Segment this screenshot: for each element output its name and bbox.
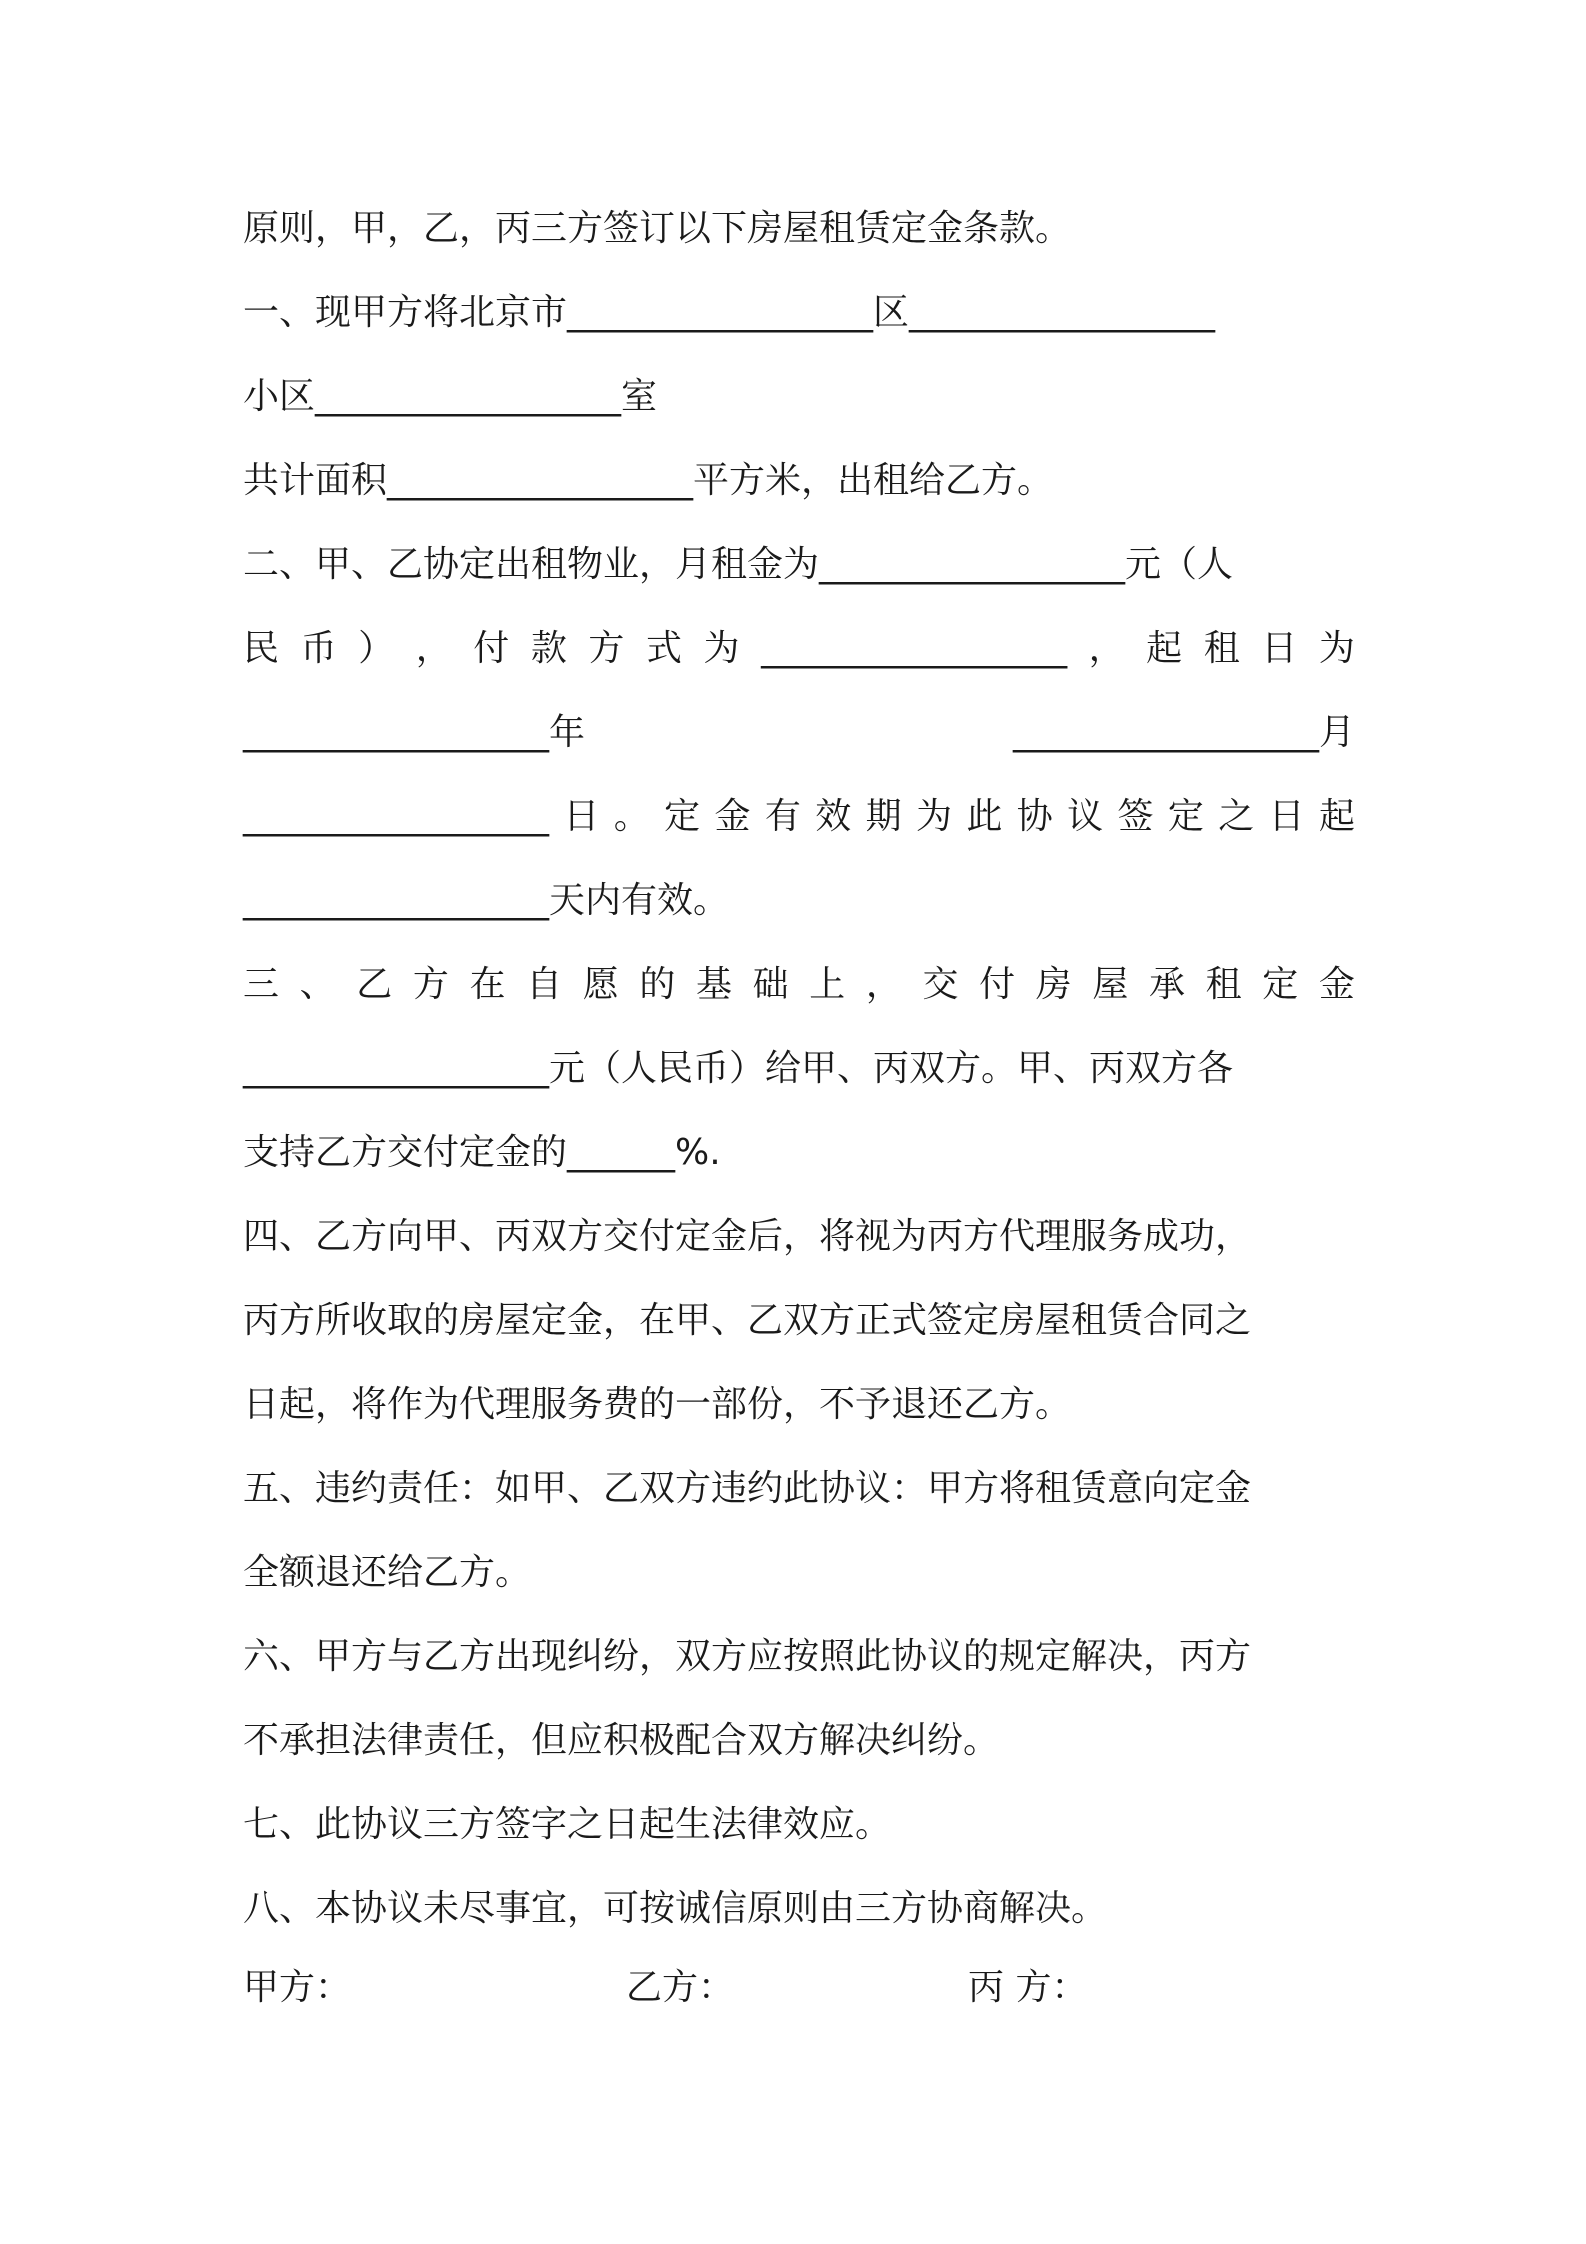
signature-party-b: 乙方： xyxy=(626,1967,735,2008)
justified-text-segment: 之 xyxy=(1218,796,1255,837)
clause-2-line-3 xyxy=(243,703,1355,763)
clause-5-line-1: 五、违约责任：如甲、乙双方违约此协议：甲方将租赁意向定金 xyxy=(243,1468,1252,1509)
justified-text-segment: 房 xyxy=(1035,964,1072,1005)
justified-text-segment: 金 xyxy=(1318,964,1355,1005)
clause-1-line-2: 小区_________________室 xyxy=(243,376,658,417)
clause-1-line-1 xyxy=(243,283,1355,343)
justified-text-segment: 起 xyxy=(1146,628,1183,669)
justified-text-segment: 础 xyxy=(752,964,789,1005)
justified-text-segment: 方 xyxy=(412,964,449,1005)
justified-text-segment: 金 xyxy=(714,796,751,837)
justified-text-segment: 付 xyxy=(473,628,510,669)
justified-text-segment: 付 xyxy=(979,964,1016,1005)
justified-text-segment: 为 xyxy=(915,796,952,837)
justified-text-segment: 。 xyxy=(613,796,650,837)
justified-text-segment: 乙 xyxy=(356,964,393,1005)
clause-2-line-5: _________________天内有效。 xyxy=(243,880,730,921)
justified-text-segment: _________________ xyxy=(761,628,1068,669)
justified-text-segment: 方 xyxy=(588,628,625,669)
justified-text-segment: 此 xyxy=(966,796,1003,837)
clause-3-line-1 xyxy=(243,955,1355,1015)
month-blank: _________________月 xyxy=(1013,712,1355,753)
clause-7: 七、此协议三方签字之日起生法律效应。 xyxy=(243,1804,892,1845)
justified-text-segment: 协 xyxy=(1016,796,1053,837)
justified-text-segment: ， xyxy=(415,628,452,669)
clause-5-line-2: 全额退还给乙方。 xyxy=(243,1552,532,1593)
justified-text-segment: 议 xyxy=(1067,796,1104,837)
justified-text-segment: 上 xyxy=(809,964,846,1005)
clause-2-line-1: 二、甲、乙协定出租物业，月租金为_________________元（人 xyxy=(243,544,1234,585)
clause-8: 八、本协议未尽事宜，可按诚信原则由三方协商解决。 xyxy=(243,1888,1108,1929)
clause-4-line-3: 日起，将作为代理服务费的一部份，不予退还乙方。 xyxy=(243,1384,1072,1425)
clause-2-line-2 xyxy=(243,619,1355,679)
clause-4-line-1: 四、乙方向甲、丙双方交付定金后，将视为丙方代理服务成功， xyxy=(243,1216,1252,1257)
clause-1-line-3: 共计面积_________________平方米，出租给乙方。 xyxy=(243,460,1054,501)
justified-text-segment: 币 xyxy=(300,628,337,669)
justified-text-segment: 效 xyxy=(815,796,852,837)
justified-text-segment: 定 xyxy=(1167,796,1204,837)
justified-text-segment: 为 xyxy=(703,628,740,669)
year-blank: _________________年 xyxy=(243,712,585,753)
clause-intro: 原则，甲，乙，丙三方签订以下房屋租赁定金条款。 xyxy=(243,208,1072,249)
clause-2-line-4 xyxy=(243,787,1355,847)
justified-text-segment: 交 xyxy=(922,964,959,1005)
justified-text-segment: 租 xyxy=(1203,628,1240,669)
justified-text-segment: 屋 xyxy=(1092,964,1129,1005)
justified-text-segment: 起 xyxy=(1318,796,1355,837)
justified-text-segment: 基 xyxy=(696,964,733,1005)
justified-text-segment: ） xyxy=(358,628,395,669)
justified-text-segment: _________________ xyxy=(243,796,549,837)
justified-text-segment: 的 xyxy=(639,964,676,1005)
justified-text-segment: 有 xyxy=(764,796,801,837)
clause-6-line-2: 不承担法律责任，但应积极配合双方解决纠纷。 xyxy=(243,1720,1000,1761)
justified-text-segment: 租 xyxy=(1205,964,1242,1005)
justified-text-segment: 自 xyxy=(526,964,563,1005)
clause-3-line-2: _________________元（人民币）给甲、丙双方。甲、丙双方各 xyxy=(243,1048,1234,1089)
signature-party-c: 丙 方： xyxy=(968,1967,1088,2008)
justified-text-segment: 签 xyxy=(1117,796,1154,837)
justified-text-segment: 期 xyxy=(865,796,902,837)
clause-1-line-1-text: 一、现甲方将北京市_________________区_________________ xyxy=(243,292,1216,333)
signature-party-a: 甲方： xyxy=(243,1967,352,2008)
justified-text-segment: 三 xyxy=(243,964,280,1005)
clause-4-line-2: 丙方所收取的房屋定金，在甲、乙双方正式签定房屋租赁合同之 xyxy=(243,1300,1252,1341)
clause-6-line-1: 六、甲方与乙方出现纠纷，双方应按照此协议的规定解决，丙方 xyxy=(243,1636,1252,1677)
justified-text-segment: ， xyxy=(865,964,902,1005)
clause-3-line-3: 支持乙方交付定金的______%. xyxy=(243,1132,721,1173)
justified-text-segment: 在 xyxy=(469,964,506,1005)
justified-text-segment: 定 xyxy=(664,796,701,837)
justified-text-segment: 日 xyxy=(563,796,600,837)
justified-text-segment: 款 xyxy=(530,628,567,669)
justified-text-segment: 愿 xyxy=(582,964,619,1005)
justified-text-segment: 式 xyxy=(645,628,682,669)
justified-text-segment: 日 xyxy=(1268,796,1305,837)
justified-text-segment: 为 xyxy=(1318,628,1355,669)
justified-text-segment: ， xyxy=(1088,628,1125,669)
justified-text-segment: 、 xyxy=(299,964,336,1005)
justified-text-segment: 民 xyxy=(243,628,280,669)
justified-text-segment: 日 xyxy=(1261,628,1298,669)
justified-text-segment: 定 xyxy=(1262,964,1299,1005)
justified-text-segment: 承 xyxy=(1149,964,1186,1005)
